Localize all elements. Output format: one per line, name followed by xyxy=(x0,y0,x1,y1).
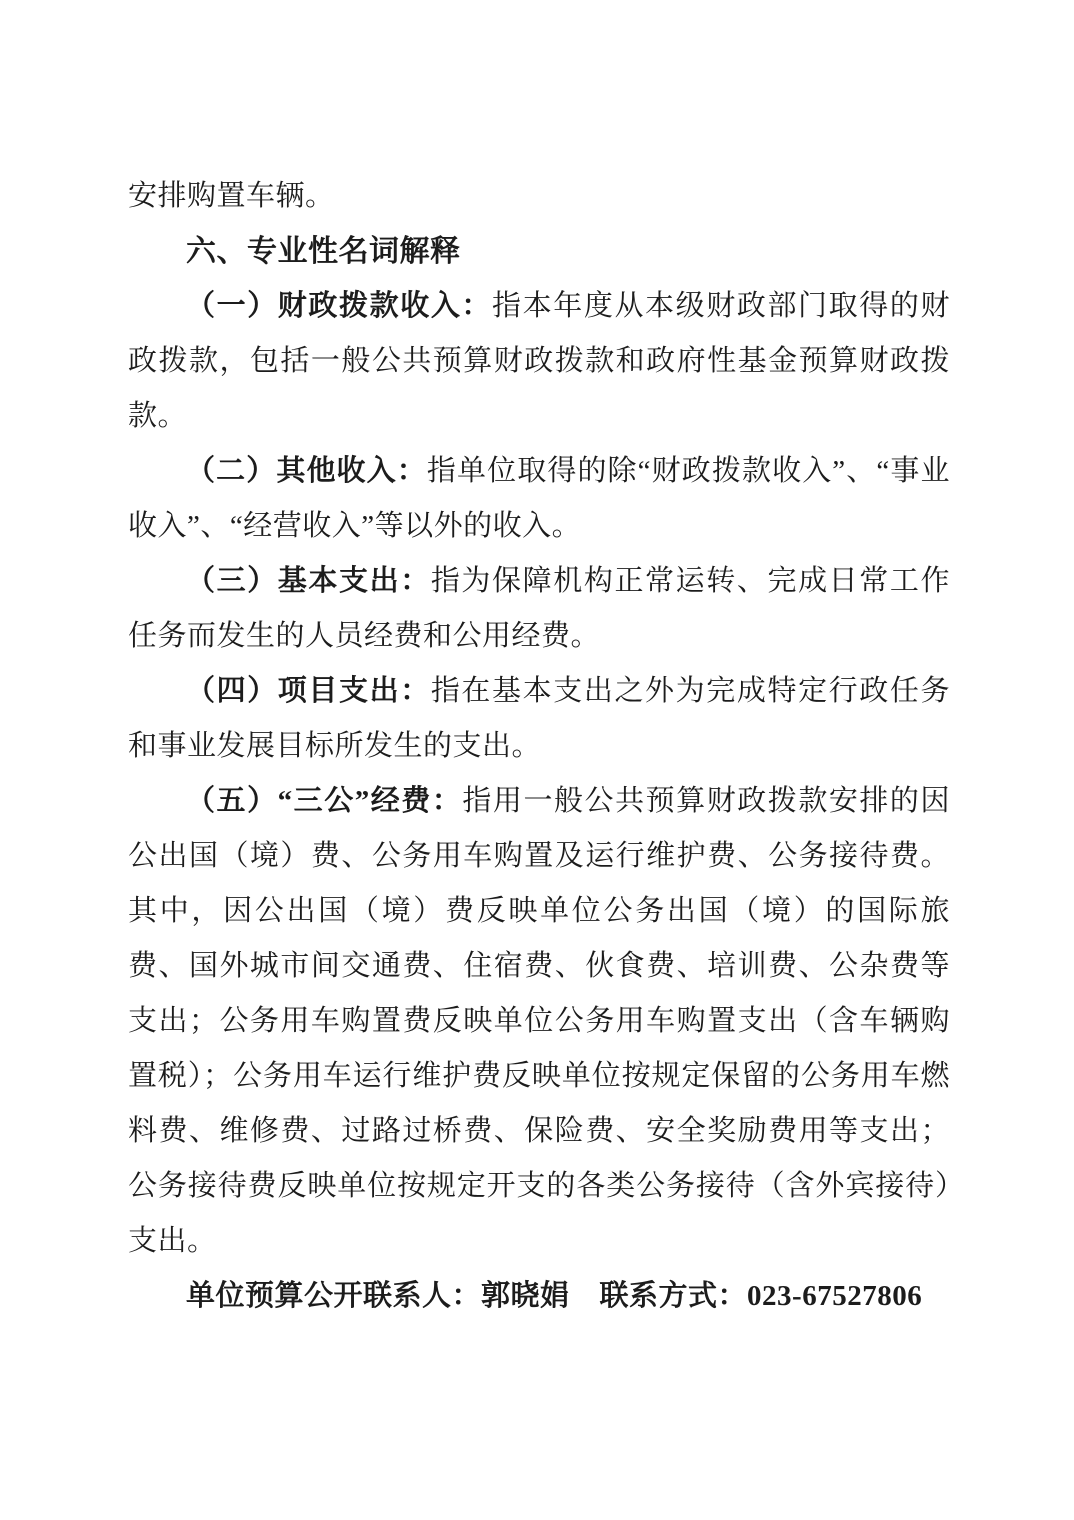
contact-line xyxy=(128,1269,950,1324)
paragraph-continuation: 安排购置车辆。 xyxy=(128,180,335,212)
definition-paragraph-2 xyxy=(128,444,950,554)
definition-paragraph-1 xyxy=(128,279,950,444)
term-definition: 指为保障机构正常运转、完成日常工作任务而发生的人员经费和公用经费。 xyxy=(128,565,950,652)
term-label-other-income: （二）其他收入： xyxy=(186,455,427,487)
term-definition: 指单位取得的除“财政拨款收入”、“事业收入”、“经营收入”等以外的收入。 xyxy=(128,455,950,542)
section-heading: 六、专业性名词解释 xyxy=(186,235,461,268)
contact-phone-label: 联系方式： xyxy=(599,1280,748,1312)
contact-phone-number: 023-67527806 xyxy=(747,1280,923,1312)
definition-paragraph-5 xyxy=(128,774,950,1269)
term-definition: 指用一般公共预算财政拨款安排的因公出国（境）费、公务用车购置及运行维护费、公务接待费。其中，因公出国（境）费反映单位公务出国（境）的国际旅费、国外城市间交通费、住宿费、伙食费、培训费、公杂费等支出；公务用车购置费反映单位公务用车购置支出（含车辆购置税）；公务用车运行维护费反映单位按规定保留的公务用车燃料费、维修费、过路过桥费、保险费、安全奖励费用等支出；公务接待费反映单位按规定开支的各类公务接待（含外宾接待）支出。 xyxy=(128,785,950,1257)
term-label-fiscal-appropriation-income: （一）财政拨款收入： xyxy=(186,290,493,322)
definition-paragraph-3 xyxy=(128,554,950,664)
term-definition: 指本年度从本级财政部门取得的财政拨款，包括一般公共预算财政拨款和政府性基金预算财政拨款。 xyxy=(128,290,950,432)
term-label-project-expenditure: （四）项目支出： xyxy=(186,675,431,707)
term-label-basic-expenditure: （三）基本支出： xyxy=(186,565,431,597)
definition-paragraph-4 xyxy=(128,664,950,774)
contact-label: 单位预算公开联系人： xyxy=(186,1280,482,1312)
contact-name: 郭晓娟 xyxy=(481,1280,570,1312)
document-content xyxy=(128,169,950,1324)
term-label-three-public-funds: （五）“三公”经费： xyxy=(186,785,463,817)
term-definition: 指在基本支出之外为完成特定行政任务和事业发展目标所发生的支出。 xyxy=(128,675,950,762)
